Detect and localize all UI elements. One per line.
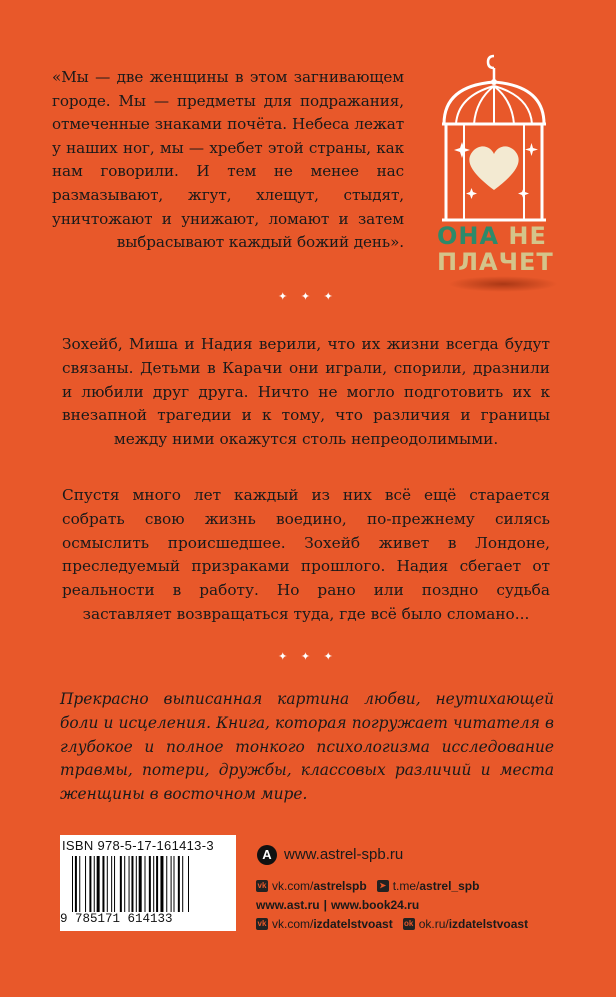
isbn-label: ISBN 978-5-17-161413-3 bbox=[62, 838, 214, 853]
barcode-digits: 9 785171 614133 bbox=[60, 912, 173, 926]
ok-link[interactable]: ok.ru/izdatelstvoast bbox=[418, 917, 529, 931]
logo-word-ona: ОНА bbox=[437, 222, 500, 250]
logo-word-plachet: ПЛАЧЕТ bbox=[437, 248, 554, 276]
publisher-site[interactable]: www.astrel-spb.ru bbox=[284, 846, 404, 863]
review-text: Прекрасно выписанная картина любви, неутихающей боли и исцеления. Книга, которая погружает читателя в глубокое и полное тонкого психологизма исследование травмы, потери, дружбы, классовых различий и места женщины в восточном мире. bbox=[60, 690, 554, 804]
synopsis-paragraph-1: Зохейб, Миша и Надия верили, что их жизни всегда будут связаны. Детьми в Карачи они играли, спорили, дразнили и любили друг друга. Ничто не могло подготовить их к внезапной трагедии и к тому, что различия и границы между ними окажутся столь непреодолимыми. bbox=[62, 335, 550, 449]
social-row-2 bbox=[256, 898, 419, 912]
telegram-icon: ➤ bbox=[377, 880, 389, 892]
astrel-logo-icon: A bbox=[257, 845, 277, 865]
ok-icon: ok bbox=[404, 919, 414, 928]
cover-quote: «Мы — две женщины в этом загнивающем городе. Мы — предметы для подражания, отмеченные знаками почёта. Небеса лежат у наших ног, мы — хребет этой страны, как нам говорили. И тем не менее нас размазывают, жгут, хлещут, стыдят, уничтожают и унижают, ломают и затем выбрасывают каждый божий день». bbox=[52, 68, 404, 252]
synopsis-paragraph-2: Спустя много лет каждый из них всё ещё старается собрать свою жизнь воедино, по-прежнему силясь осмыслить происшедшее. Зохейб живет в Лондоне, преследуемый призраками прошлого. Надия сбегает от реальности в работу. Но рано или поздно судьба заставляет возвращаться туда, где всё было сломано... bbox=[62, 486, 550, 623]
ast-link[interactable]: www.ast.ru bbox=[256, 898, 320, 912]
book24-link[interactable]: www.book24.ru bbox=[330, 898, 420, 912]
vk-link-astrelspb[interactable]: vk.com/astrelspb bbox=[272, 879, 367, 893]
divider-stars: ✦ ✦ ✦ bbox=[278, 290, 338, 303]
separator: | bbox=[323, 898, 327, 912]
logo-word-ne: НЕ bbox=[508, 222, 547, 250]
social-row-3 bbox=[256, 917, 528, 931]
vk-icon: vk bbox=[257, 881, 267, 890]
vk-link-izdatelstvoast[interactable]: vk.com/izdatelstvoast bbox=[272, 917, 393, 931]
telegram-link[interactable]: t.me/astrel_spb bbox=[392, 879, 480, 893]
logo-title-line1 bbox=[437, 224, 577, 248]
divider-stars: ✦ ✦ ✦ bbox=[278, 650, 338, 663]
vk-icon: vk bbox=[257, 919, 267, 928]
barcode bbox=[72, 856, 232, 912]
social-row-1 bbox=[256, 879, 479, 893]
